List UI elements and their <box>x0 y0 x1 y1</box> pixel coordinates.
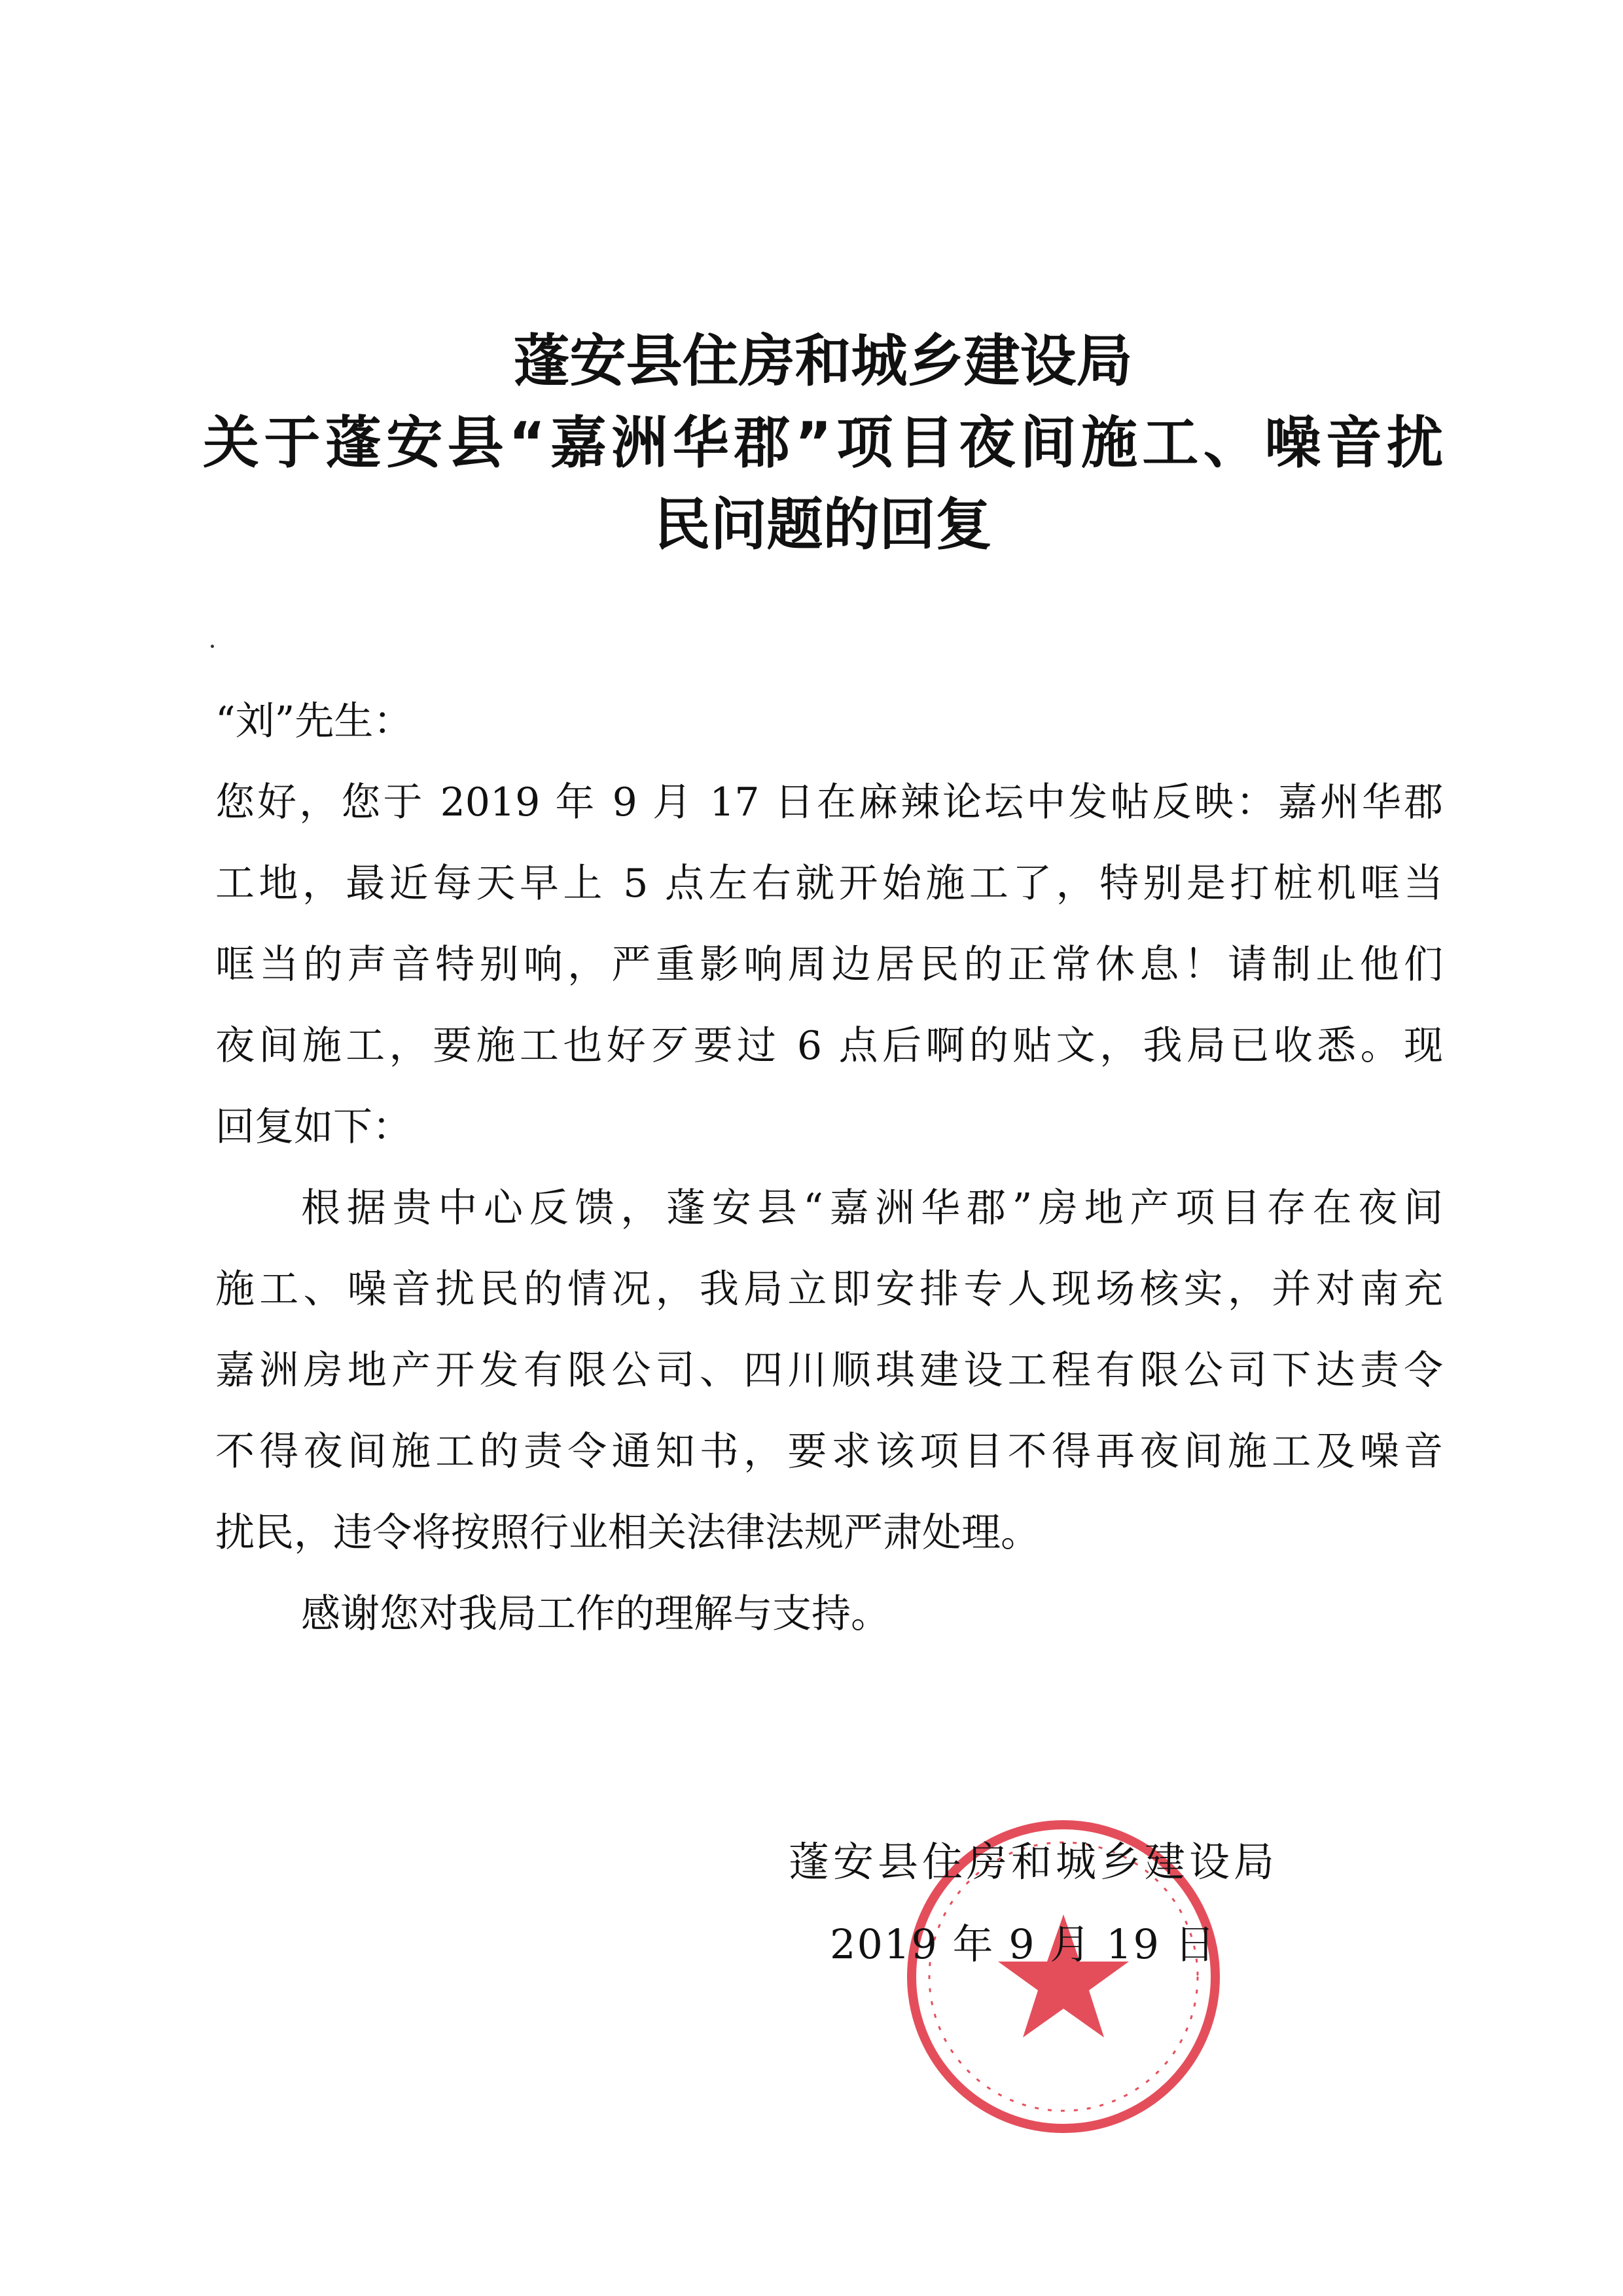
body-line: 扰民，违令将按照行业相关法律法规严肃处理。 <box>215 1510 1040 1556</box>
title-line-1: 蓬安县住房和城乡建设局 <box>513 329 1133 394</box>
document-body <box>203 321 1443 1986</box>
body-line: 根据贵中心反馈，蓬安县“嘉洲华郡”房地产项目存在夜间 <box>301 1185 1443 1231</box>
salutation: “刘”先生： <box>215 698 413 744</box>
body-line: 回复如下： <box>215 1104 412 1150</box>
signature-org: 蓬安县住房和城乡建设局 <box>789 1838 1279 1886</box>
body-line: 工地，最近每天早上 5 点左右就开始施工了，特别是打桩机哐当 <box>215 861 1443 906</box>
signature-date: 2019 年 9 月 19 日 <box>830 1920 1217 1968</box>
closing-line: 感谢您对我局工作的理解与支持。 <box>301 1591 890 1637</box>
title-line-2: 关于蓬安县“嘉洲华郡”项目夜间施工、噪音扰 <box>203 410 1443 476</box>
body-line: 不得夜间施工的责令通知书，要求该项目不得再夜间施工及噪音 <box>215 1429 1443 1475</box>
signature-block <box>203 1821 1443 1986</box>
body-line: 您好，您于 2019 年 9 月 17 日在麻辣论坛中发帖反映：嘉州华郡 <box>215 780 1443 825</box>
body-line: 夜间施工，要施工也好歹要过 6 点后啊的贴文，我局已收悉。现 <box>215 1023 1443 1069</box>
title-line-3: 民问题的回复 <box>654 492 992 558</box>
body-line: 哐当的声音特别响，严重影响周边居民的正常休息！请制止他们 <box>215 942 1443 988</box>
body-line: 施工、噪音扰民的情况，我局立即安排专人现场核实，并对南充 <box>215 1266 1443 1312</box>
body-line: 嘉洲房地产开发有限公司、四川顺琪建设工程有限公司下达责令 <box>215 1348 1443 1393</box>
